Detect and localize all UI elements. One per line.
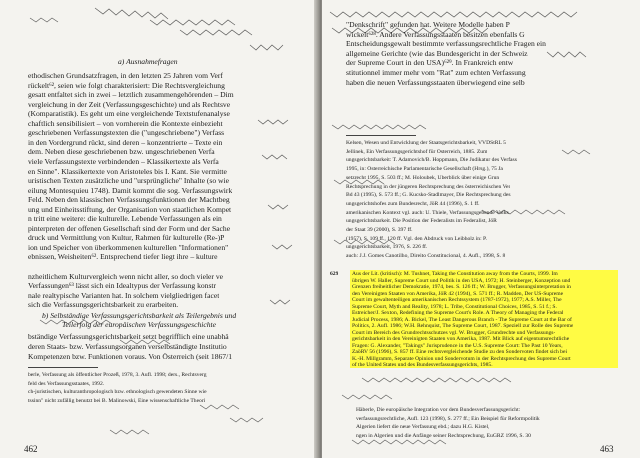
highlight-footnote-line: Aus der Lit. (kritisch): M. Tushnet, Taking the Constitution away from the Courts, 1999. Im [352,271,558,277]
highlight-footnote-line: Court im gewaltenteiligen amerikanischen Rechtssystem (1787-1972), 1977; A.S. Miller, The [352,297,562,303]
body-line: vergleichung in der Zeit (Verfassungsgeschichte) und als Rechtsve [28,99,231,109]
body-line: wickelt⁶²⁸. Andere Verfassungsstaaten besitzen ebenfalls G [346,29,525,39]
left-section-heading: a) Ausnahmefragen [118,57,178,66]
footnote-line: ngen in Algerien und die Anfänge seiner Rechtsprechung, EuGRZ 1996, S. 30 [356,432,531,439]
left-page-number: 462 [24,444,38,454]
body-line: Feld. Neben den klassischen Verfassungsfunktionen der Machtbeg [28,195,230,205]
footnote-line: Kelsen, Wesen und Entwicklung der Staatsgerichtsbarkeit, VVDStRL 5 [346,140,506,146]
highlight-footnote-line: Judicial Process, 1986; A. Bickel, The Least Dangerous Branch - The Supreme Court at the Bar of [352,316,572,323]
body-line: ion und Speicher von überkommenen kulturellen "Informationen" [28,242,229,252]
body-line: gesatt entfaltet sich in zwei – letztlich zusammengehörenden – Dim [28,90,234,100]
footnote-line: Jellinek, Ein Verfassungsgerichtshof für Österreich, 1885. Zum [346,148,488,155]
body-line: en Sinne". Klassikertexte von Aristoteles bis I. Kant. Sie vermitte [28,166,227,176]
footnote-line: ch-juristischen, kulturanthropologisch bzw. ethnologisch gewendeten Sinne wie [28,389,207,395]
highlight-footnote-line: den Vereinigten Staaten von Amerika, JöR 42 (1994), S. 571 ff.; R. Madden, Der US-Supreme [352,290,564,297]
footnote-line: Rechtsprechung in der jüngeren Rechtsprechung des österreichischen Ver [346,183,511,190]
right-footnote-rule [346,135,416,136]
footnote-line: (1957), S. 109 ff., 120 ff. Vgl. den Abdruck von Leibholz in: P. [346,235,487,242]
left-subheading-1: b) Selbständige Verfassungsgerichtsbarkeit als Teilergebnis und [42,311,237,320]
footnote-line: berle, Verfassung als öffentlicher Prozeß, 1978, 3. Aufl. 1998; ders., Rechtsverg [28,372,207,378]
body-line: Kompetenzen bzw. Funktionen voraus. Von Österreich (seit 1867/1 [28,351,233,361]
footnote-line: Häberle, Die europäische Integration vor dem Bundesverfassungsgericht: [356,407,521,413]
body-line: (Komparatistik). Es geht um eine vergleichende Textstufenanalyse [28,109,230,119]
highlight-footnote-line: Supreme Court, Myth and Reality, 1978; L. Tribe, Constitutional Choices, 1985, S. 51 f.; S. [352,303,557,310]
footnote-line: feld des Verfassungsstaates, 1992. [28,380,105,387]
body-line: uristischen Texten zusätzliche und "ursprüngliche" Inhalte (so wie [28,176,230,186]
right-page-number: 463 [600,444,614,454]
body-line: in den Vordergrund rückt, sind deren – konzentrierte – Texte ein [28,137,223,147]
body-line: viele Verfassungstexte verbindenden – Klassikertexte als Verfa [28,156,219,166]
footnote-line: verfassungsrechtliche, Aufl. 123 (1998), S. 277 ff.; Ein Beispiel für Reformpolitik [356,415,540,422]
body-line: Entscheidungsgewalt bestimmte verfassungsrechtliche Fragen ein [346,39,546,49]
body-line: der Supreme Court in den USA)⁶²⁹. In Frankreich entw [346,58,514,68]
body-line: druck und Vermittlung von Kultur, Rahmen für kulturelle (Re-)P [28,233,225,243]
highlight-footnote-line: ZaöRV 56 (1996), S. 857 ff. Eine rechtsvergleichende Studie zu den Sondervoten findet sich bei [352,349,568,355]
body-line: rückelt⁶², seien wie folgt charakterisiert: Die Rechtsvergleichung [28,80,225,90]
footnote-line: ungsgerichtshofes zum Bundesrecht, JöR 44 (1996), S. 1 ff. [346,200,480,207]
left-subheading-2: Teilerfolg der europäischen Verfassungsgeschichte [62,320,217,329]
body-line: deren Staats- bzw. Verfassungsorganen verselbständigte Institutio [28,341,227,351]
left-page [0,0,318,458]
footnote-line: auch: J.J. Gomes Canotilho, Direito Constitucional, 4. Aufl., 1998, S. 8 [346,253,506,260]
footnote-number-629: 629 [330,271,339,277]
right-page [322,0,640,458]
body-line: bständige Verfassungsgerichtsbarkeit setzt begrifflich eine unabhä [28,332,229,341]
body-line: Verfassungen⁶³ lässt sich ein Idealtypus der Verfassung konstr [28,281,217,291]
body-line: eilung Montesquieu 1748). Damit kommt die sog. Verfassungswirk [28,185,233,195]
highlight-footnote-line: Politics, 2. Aufl. 1986; W.H. Rehnquist, The Supreme Court, 1987. Speziell zur Rolle des Supreme [352,323,574,329]
body-line: stitutionnel immer mehr vom "Rat" zum echten Verfassung [346,68,526,77]
body-line: ung und Einheitsstiftung, der Organisation von staatlichen Kompet [28,204,232,214]
body-line: dem. Neben diese geschriebenen bzw. ungeschriebenen Verfa [28,147,215,157]
footnote-line: ungsgerichtsbarkeit, 1976, S. 226 ff. [346,244,428,251]
footnote-line: der Staat 39 (2000), S. 397 ff. [346,227,413,233]
body-line: ebnissen, Weisheiten⁶². Entsprechend tiefer liegt ihre – kulture [28,252,218,262]
highlight-footnote-line: gerichtsbarkeit in den Vereinigten Staaten von Amerika, 1987. Mit Blick auf eigentumsrechtliche [352,336,570,342]
highlight-footnote-line: übrigen W. Haller, Supreme Court und Politik in den USA, 1972; H. Steinberger, Konzeption und [352,277,571,284]
body-line: ethodischen Grundsatzfragen, in den letzten 25 Jahren vom Verf [28,71,223,80]
highlight-footnote-line: of the United States und des Bundesverfassungsgerichts, 1985. [352,362,493,368]
footnote-line: ungsgerichtsbarkeit. Die Position der Federalists im Federalist, JöR [346,218,497,225]
highlight-footnote-line: Fragen: G. Alexander, "Takings" Jurisprudence in the U.S. Supreme Court: The Past 10 Years, [352,342,563,349]
footnote-line: Bd 43 (1995), S. 573 ff.; G. Kucsko-Stadlmayer, Die Rechtsprechung des [346,192,511,199]
highlight-footnote-line: K.-H. Millgramm, Separate Opinion und Sondervotum in der Rechtsprechung des Supreme Court [352,355,571,362]
body-line: pinterpreten der offenen Gesellschaft sind der Form und der Sache [28,223,231,233]
highlight-footnote-line: Grenzen freiheitlicher Demokratie, 1974, bes. S. 126 ff.; W. Brugger, Verfassungsinterpretation in [352,284,571,290]
highlight-footnote-line: Estreicher/J. Sexton, Redefining the Supreme Court's Role. A Theory of Managing the Federal [352,310,564,316]
footnote-line: tssinn" nicht zufällig benutzt bei B. Malinowski, Eine wissenschaftliche Theori [28,397,206,404]
body-line: n tritt eine weitere: die kulturelle. Lebende Verfassungen als ein [28,214,222,224]
footnote-line: 1995, in: Österreichische Parlamentarische Gesellschaft (Hrsg.), 75 Ja [346,166,503,173]
body-line: sich die Verfassungsgerichtsbarkeit zu erarbeiten. [28,300,179,310]
footnote-line: amerikanischen Kontext vgl. auch: U. Thiele, Verfassungsgebende Volks [346,209,509,216]
body-line: nale realtypische Varianten hat. In solchem vielgliedrigen facet [28,290,220,300]
body-line: geschriebenen Verfassungstexten die ("ungeschriebene") Verfass [28,128,225,138]
footnote-line: Algerien liefert die neue Verfassung ebd.; dazu H.G. Kistel, [356,424,490,431]
body-line: nzheitlichem Kulturvergleich wenn nicht aller, so doch vieler ve [28,271,224,281]
footnote-line: setzrecht 1995, S. 503 ff.; M. Holoubek, Überblick über einige Grun [346,174,500,181]
body-line: chaftlich sensibilisiert – von vornherein die Kontexte einbezieht [28,118,223,128]
left-footnote-rule [28,367,98,368]
body-line: allgemeine Gerichte (wie das Bundesgericht in der Schweiz [346,48,528,58]
body-line: "Denkschrift" gefunden hat. Weitere Modelle haben P [346,20,510,29]
highlight-footnote-line: Court im Bereich des Grundrechtsschutzes vgl. W. Brugger, Grundrechte und Verfassungs- [352,329,556,336]
footnote-line: ungsgerichtsbarkeit: T. Adamovich/B. Hoppmann, Die Judikatur des Verfass [346,157,517,164]
body-line: haben die neuen Verfassungsstaaten überwiegend eine selb [346,77,525,87]
